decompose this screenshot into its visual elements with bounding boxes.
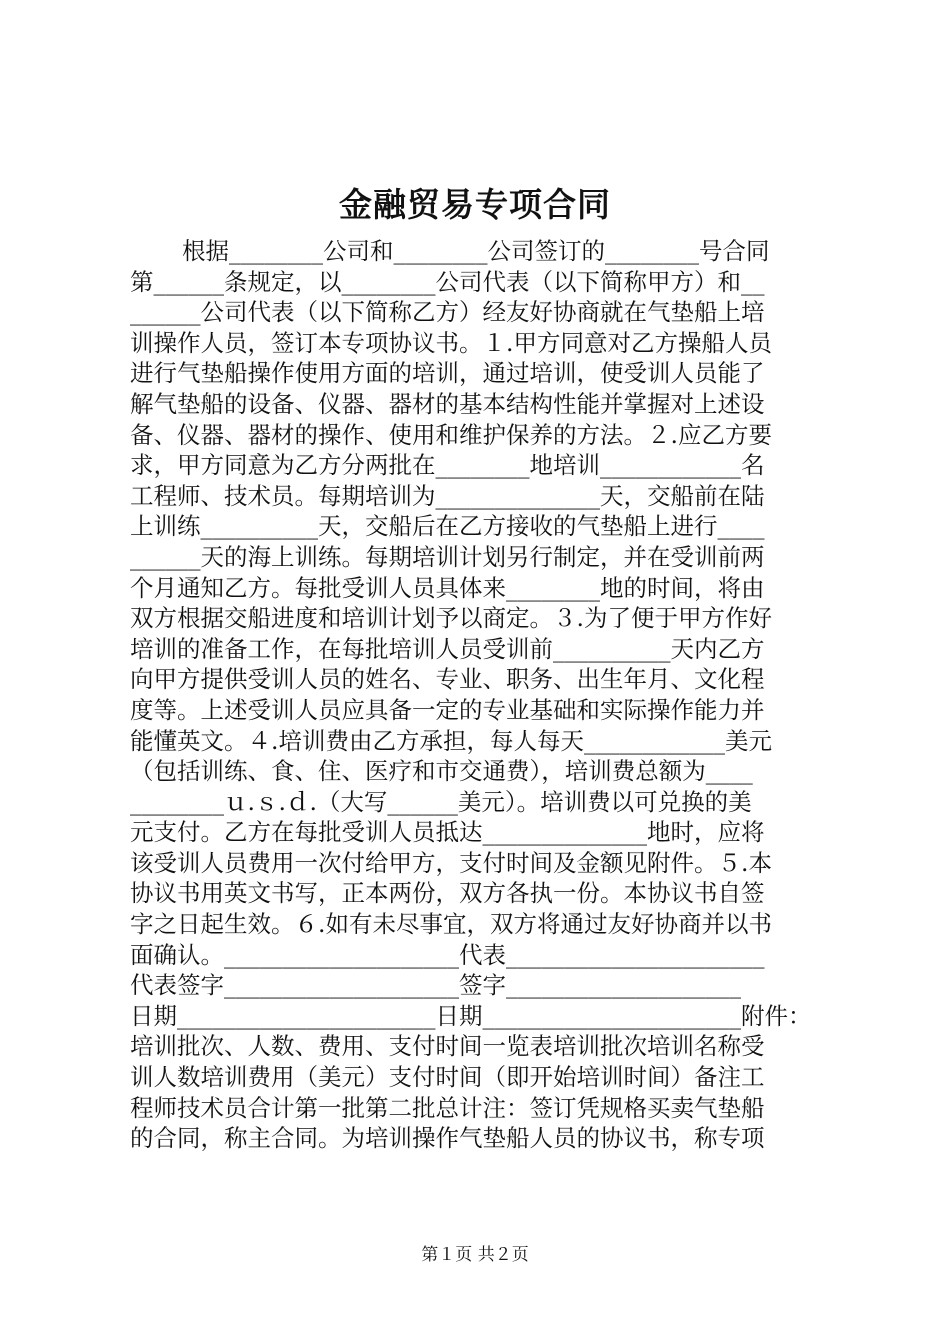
body-line: 培训批次、人数、费用、支付时间一览表培训批次培训名称受 — [130, 1032, 765, 1061]
body-line: 向甲方提供受训人员的姓名、专业、职务、出生年月、文化程 — [130, 665, 765, 694]
body-line: 根据________公司和________公司签订的________号合同 — [182, 237, 770, 265]
document-title: 金融贸易专项合同 — [339, 185, 611, 224]
body-line: 该受训人员费用一次付给甲方，支付时间及金额见附件。５.本 — [130, 848, 772, 877]
body-line: 备、仪器、器材的操作、使用和维护保养的方法。２.应乙方要 — [130, 420, 772, 449]
body-line: 代表签字____________________签字____________________ — [130, 971, 741, 1000]
body-line: 日期______________________日期______________________附件： — [130, 1001, 812, 1030]
body-line: 培训的准备工作，在每批培训人员受训前__________天内乙方 — [130, 634, 765, 663]
body-line: （包括训练、食、住、医疗和市交通费），培训费总额为____ — [130, 757, 753, 786]
body-line: 字之日起生效。６.如有未尽事宜，双方将通过友好协商并以书 — [130, 910, 772, 939]
body-line: ______天的海上训练。每期培训计划另行制定，并在受训前两 — [130, 542, 765, 571]
document-body — [130, 236, 830, 1154]
body-line: 的合同，称主合同。为培训操作气垫船人员的协议书，称专项 — [130, 1124, 765, 1153]
body-line: 双方根据交船进度和培训计划予以商定。３.为了便于甲方作好 — [130, 604, 772, 633]
body-line: 个月通知乙方。每批受训人员具体来________地的时间，将由 — [130, 573, 765, 602]
body-line: 程师技术员合计第一批第二批总计注：签订凭规格买卖气垫船 — [130, 1093, 765, 1122]
body-line: 度等。上述受训人员应具备一定的专业基础和实际操作能力并 — [130, 695, 765, 724]
body-line: 训操作人员，签订本专项协议书。１.甲方同意对乙方操船人员 — [130, 328, 772, 357]
body-line: 进行气垫船操作使用方面的培训，通过培训，使受训人员能了 — [130, 359, 765, 388]
body-line: 第______条规定，以________公司代表（以下简称甲方）和__ — [130, 267, 765, 296]
body-line: 训人数培训费用（美元）支付时间（即开始培训时间）备注工 — [130, 1063, 765, 1092]
body-line: 求，甲方同意为乙方分两批在________地培训____________名 — [130, 451, 765, 480]
body-line: ______公司代表（以下简称乙方）经友好协商就在气垫船上培 — [130, 298, 765, 327]
page-footer: 第１页 共２页 — [421, 1245, 529, 1265]
body-line: 元支付。乙方在每批受训人员抵达______________地时，应将 — [130, 818, 765, 847]
body-line: 协议书用英文书写，正本两份，双方各执一份。本协议书自签 — [130, 879, 765, 908]
body-line: 工程师、技术员。每期培训为______________天，交船前在陆 — [130, 481, 765, 510]
body-line: ________ｕ.ｓ.ｄ.（大写______美元）。培训费以可兑换的美 — [130, 787, 752, 816]
body-line: 能懂英文。４.培训费由乙方承担，每人每天____________美元 — [130, 726, 772, 755]
body-line: 面确认。____________________代表______________________ — [130, 940, 765, 969]
body-line: 上训练__________天，交船后在乙方接收的气垫船上进行____ — [130, 512, 765, 541]
body-line: 解气垫船的设备、仪器、器材的基本结构性能并掌握对上述设 — [130, 389, 765, 418]
